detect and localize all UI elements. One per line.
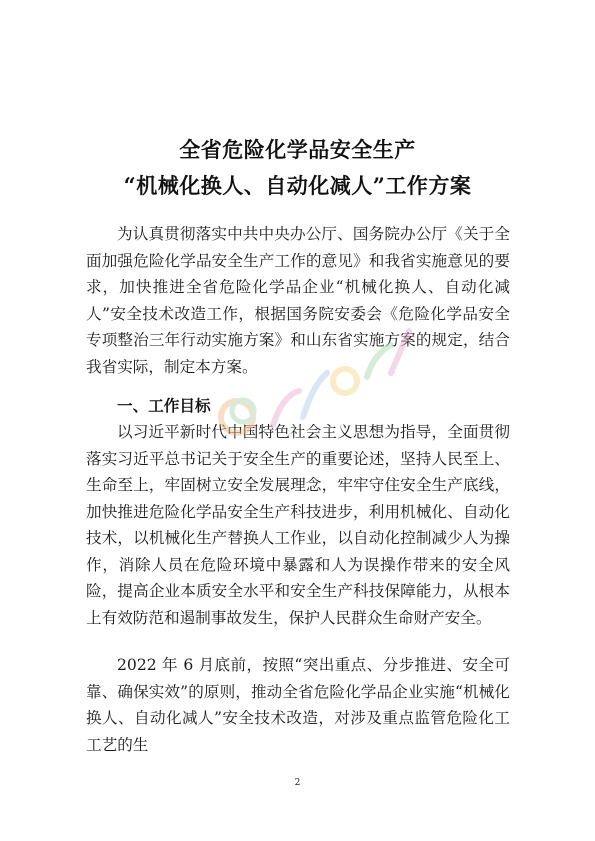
paragraph-text: 为认真贯彻落实中共中央办公厅、国务院办公厅《关于全面加强危险化学品安全生产工作的意见》和我省实施意见的要求，加快推进全省危险化学品企业“机械化换人、自动化减人”安全技术改造工作，根据国务院安委会《危险化学品安全专项整治三年行动实施方案》和山东省实施方案的规定，结合我省实际，制定本方案。 (86, 225, 510, 376)
page-number: 2 (294, 778, 301, 788)
body-paragraph-1 (86, 221, 510, 380)
body-paragraph-2 (86, 419, 510, 631)
paragraph-text: 2022 年 6 月底前，按照“突出重点、分步推进、安全可靠、确保实效”的原则，推动全省危险化学品企业实施“机械化换人、自动化减人”安全技术改造，对涉及重点监管危险化工工艺的生 (86, 656, 510, 754)
paragraph-text: 以习近平新时代中国特色社会主义思想为指导，全面贯彻落实习近平总书记关于安全生产的重要论述，坚持人民至上、生命至上，牢固树立安全发展理念，牢牢守住安全生产底线，加快推进危险化学品安全生产科技进步，利用机械化、自动化技术，以机械化生产替换人工作业，以自动化控制减少人为操作，消除人员在危险环境中暴露和人为误操作带来的安全风险，提高企业本质安全水平和安全生产科技保障能力，从根本上有效防范和遏制事故发生，保护人民群众生命财产安全。 (86, 423, 510, 627)
section-heading-1 (86, 393, 510, 420)
section-heading-text: 一、工作目标 (117, 397, 211, 415)
body-paragraph-3 (86, 652, 510, 758)
document-title-line-2: “机械化换人、自动化减人”工作方案 (123, 173, 472, 198)
document-title-line-1: 全省危险化学品安全生产 (179, 137, 416, 162)
